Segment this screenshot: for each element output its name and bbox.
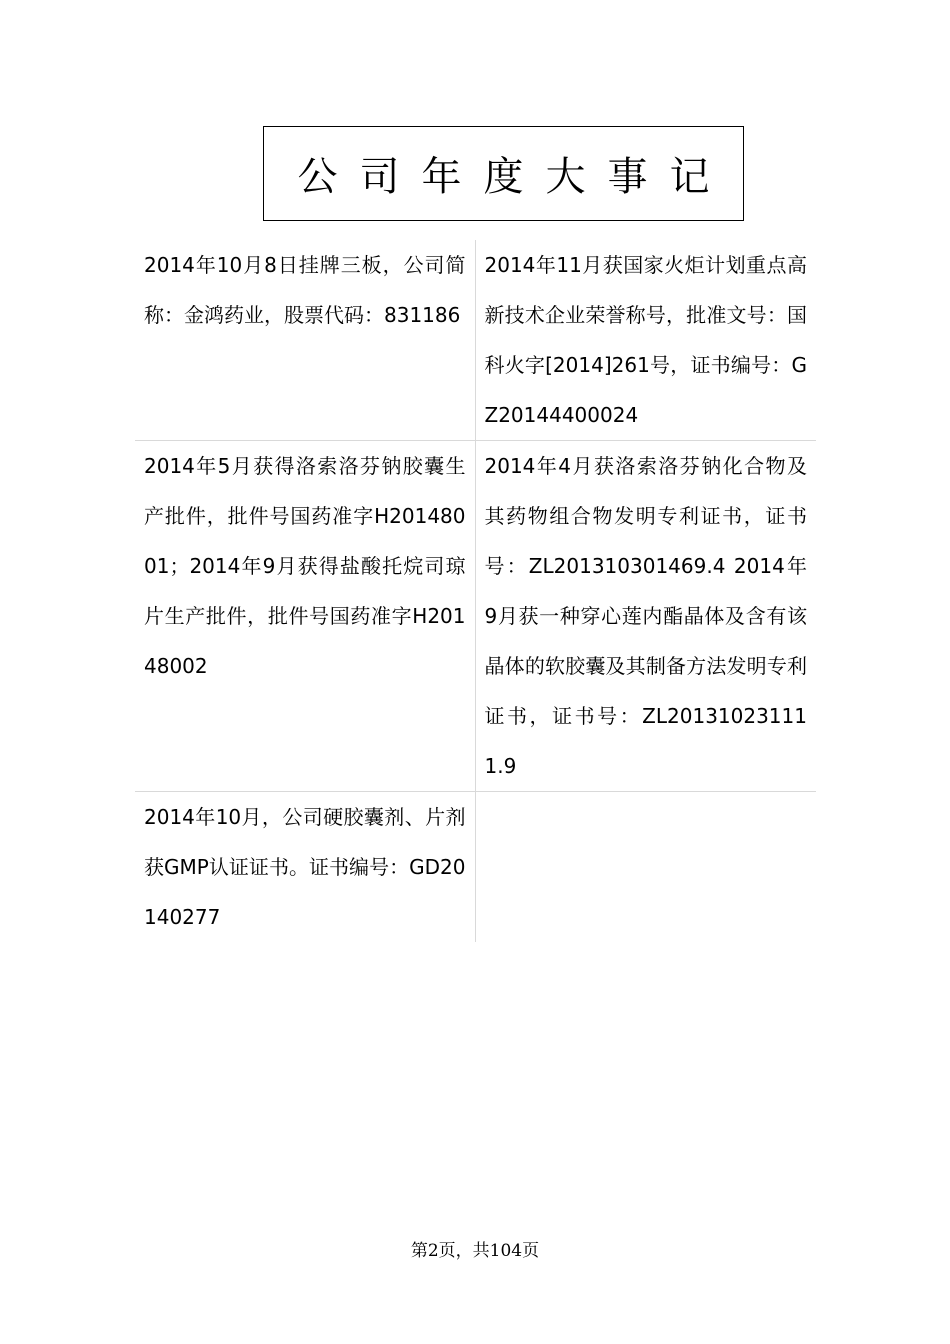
- table-row: [135, 441, 816, 792]
- event-cell: [475, 792, 816, 943]
- page-footer: 第2页，共104页: [410, 1241, 540, 1261]
- title-box: [263, 126, 744, 221]
- event-cell: 2014年4月获洛索洛芬钠化合物及其药物组合物发明专利证书，证书号：ZL201310301469.4 2014年9月获一种穿心莲内酯晶体及含有该晶体的软胶囊及其制备方法发明专利证书，证书号：ZL201310231111.9: [475, 441, 816, 792]
- table-row: [135, 240, 816, 441]
- page-title: 公司年度大事记: [297, 154, 732, 200]
- table-row: [135, 792, 816, 943]
- event-cell: 2014年10月，公司硬胶囊剂、片剂获GMP认证证书。证书编号：GD20140277: [135, 792, 475, 943]
- event-cell: 2014年5月获得洛索洛芬钠胶囊生产批件，批件号国药准字H20148001；2014年9月获得盐酸托烷司琼片生产批件，批件号国药准字H20148002: [135, 441, 475, 792]
- event-cell: 2014年10月8日挂牌三板，公司简称：金鸿药业，股票代码：831186: [135, 240, 475, 441]
- events-table: [135, 240, 816, 942]
- event-cell: 2014年11月获国家火炬计划重点高新技术企业荣誉称号，批准文号：国科火字[2014]261号，证书编号：GZ20144400024: [475, 240, 816, 441]
